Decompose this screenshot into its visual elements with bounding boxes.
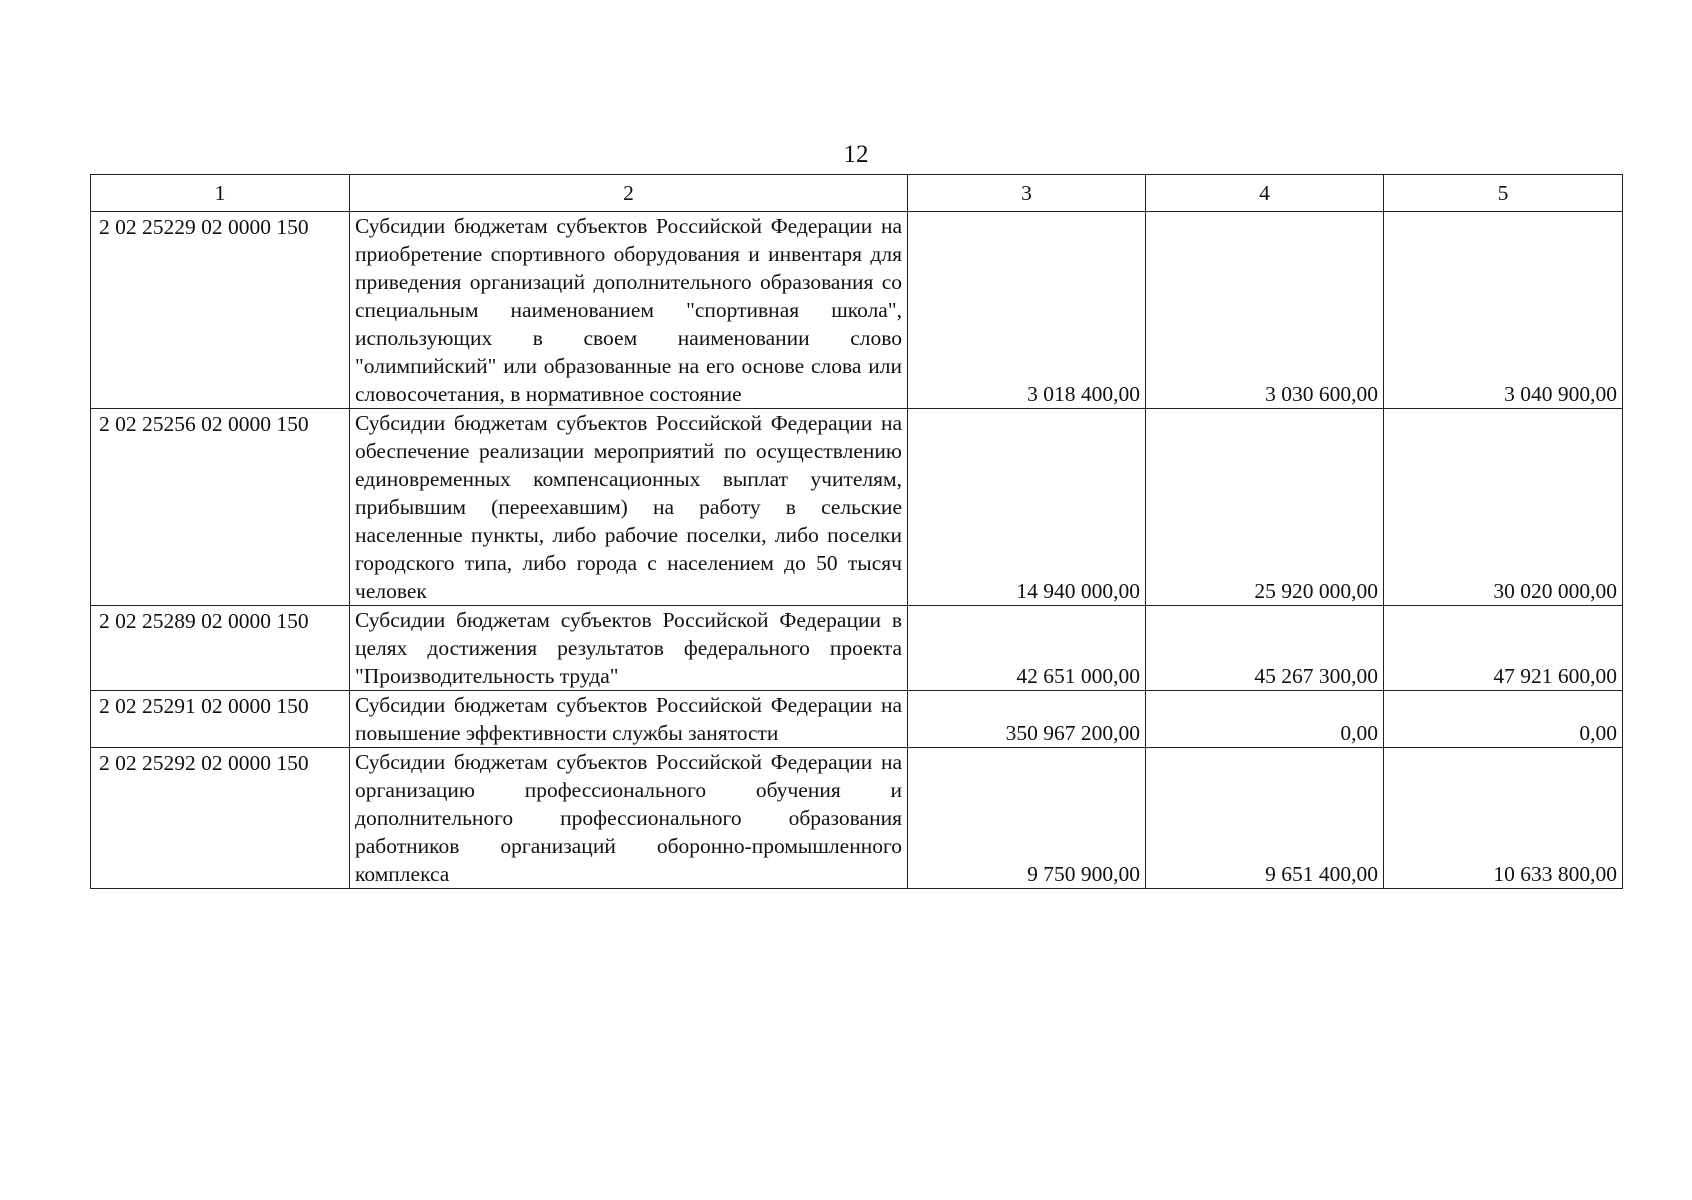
amount-col-4: 9 651 400,00 bbox=[1146, 748, 1384, 889]
subsidy-description: Субсидии бюджетам субъектов Российской Федерации в целях достижения результатов федерального проекта "Производительность труда" bbox=[350, 606, 908, 691]
table-row bbox=[91, 748, 1623, 889]
amount-col-5: 0,00 bbox=[1384, 691, 1623, 748]
amount-col-5: 30 020 000,00 bbox=[1384, 409, 1623, 606]
subsidy-description: Субсидии бюджетам субъектов Российской Федерации на обеспечение реализации мероприятий по осуществлению единовременных компенсационных выплат учителям, прибывшим (переехавшим) на работу в сельские населенные пункты, либо рабочие поселки, либо поселки городского типа, либо города с населением до 50 тысяч человек bbox=[350, 409, 908, 606]
budget-code: 2 02 25229 02 0000 150 bbox=[91, 212, 350, 409]
column-header-3: 3 bbox=[908, 175, 1146, 212]
amount-col-3: 350 967 200,00 bbox=[908, 691, 1146, 748]
amount-col-4: 45 267 300,00 bbox=[1146, 606, 1384, 691]
amount-col-3: 14 940 000,00 bbox=[908, 409, 1146, 606]
table-header-row bbox=[91, 175, 1623, 212]
budget-code: 2 02 25289 02 0000 150 bbox=[91, 606, 350, 691]
column-header-5: 5 bbox=[1384, 175, 1623, 212]
amount-col-4: 0,00 bbox=[1146, 691, 1384, 748]
budget-table bbox=[90, 174, 1623, 889]
column-header-4: 4 bbox=[1146, 175, 1384, 212]
budget-code: 2 02 25291 02 0000 150 bbox=[91, 691, 350, 748]
budget-code: 2 02 25256 02 0000 150 bbox=[91, 409, 350, 606]
subsidy-description: Субсидии бюджетам субъектов Российской Федерации на приобретение спортивного оборудования и инвентаря для приведения организаций дополнительного образования со специальным наименованием "спортивная школа", использующих в своем наименовании слово "олимпийский" или образованные на его основе слова или словосочетания, в нормативное состояние bbox=[350, 212, 908, 409]
page-number: 12 bbox=[843, 141, 869, 168]
table-row bbox=[91, 691, 1623, 748]
amount-col-4: 25 920 000,00 bbox=[1146, 409, 1384, 606]
amount-col-3: 9 750 900,00 bbox=[908, 748, 1146, 889]
table-row bbox=[91, 409, 1623, 606]
column-header-1: 1 bbox=[91, 175, 350, 212]
amount-col-5: 3 040 900,00 bbox=[1384, 212, 1623, 409]
budget-code: 2 02 25292 02 0000 150 bbox=[91, 748, 350, 889]
subsidy-description: Субсидии бюджетам субъектов Российской Федерации на повышение эффективности службы занятости bbox=[350, 691, 908, 748]
subsidy-description: Субсидии бюджетам субъектов Российской Федерации на организацию профессионального обучения и дополнительного профессионального образования работников организаций оборонно-промышленного комплекса bbox=[350, 748, 908, 889]
amount-col-4: 3 030 600,00 bbox=[1146, 212, 1384, 409]
column-header-2: 2 bbox=[350, 175, 908, 212]
amount-col-3: 3 018 400,00 bbox=[908, 212, 1146, 409]
table-row bbox=[91, 606, 1623, 691]
amount-col-5: 47 921 600,00 bbox=[1384, 606, 1623, 691]
amount-col-5: 10 633 800,00 bbox=[1384, 748, 1623, 889]
table-row bbox=[91, 212, 1623, 409]
amount-col-3: 42 651 000,00 bbox=[908, 606, 1146, 691]
